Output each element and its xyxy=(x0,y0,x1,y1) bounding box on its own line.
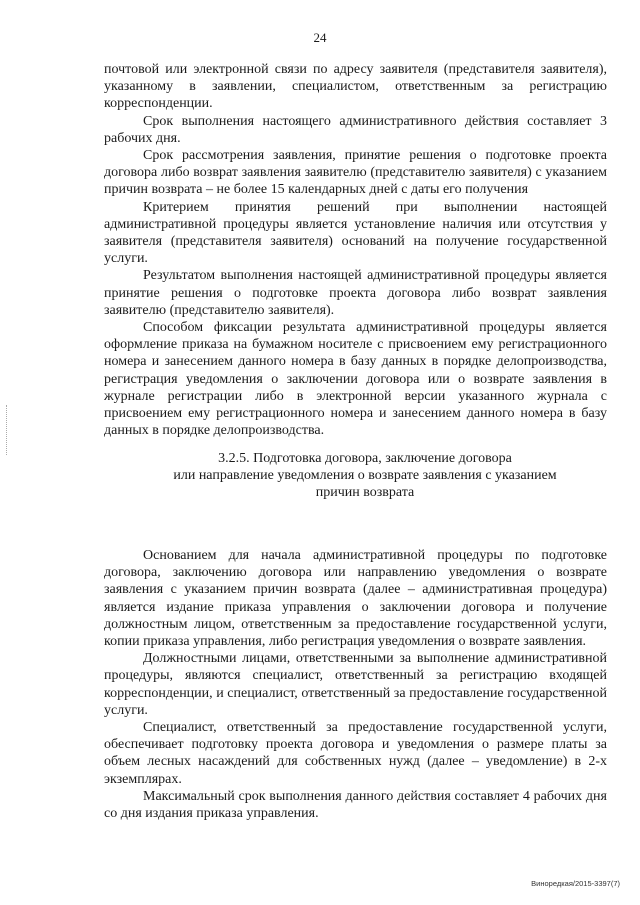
paragraph-review-term: Срок рассмотрения заявления, принятие решения о подготовке проекта договора либо возврат заявления заявителю (представителю заявителя) с указанием причин возврата – не более 15 календарных дней с даты его получения xyxy=(104,148,607,198)
section-heading-line: 3.2.5. Подготовка договора, заключение договора xyxy=(218,451,512,466)
bottom-text-block xyxy=(104,547,607,822)
top-text-block xyxy=(104,61,607,439)
paragraph-continuation: почтовой или электронной связи по адресу заявителя (представителя заявителя), указанному в заявлении, специалистом, ответственным за регистрацию корреспонденции. xyxy=(104,62,607,112)
section-heading-line: причин возврата xyxy=(315,485,415,501)
page-number: 24 xyxy=(313,30,327,45)
paragraph-specialist-duties: Специалист, ответственный за предоставление государственной услуги, обеспечивает подготовку проекта договора и уведомления о размере платы за объем лесных насаждений для собственных нужд (далее – уведомление) в 2-х экземплярах. xyxy=(104,720,607,787)
paragraph-max-term: Максимальный срок выполнения данного действия составляет 4 рабочих дня со дня издания приказа управления. xyxy=(104,788,607,822)
paragraph-action-term: Срок выполнения настоящего административного действия составляет 3 рабочих дня. xyxy=(104,113,607,146)
paragraph-procedure-result: Результатом выполнения настоящей административной процедуры является принятие решения о подготовке проекта договора либо возврат заявления заявителю (представителю заявителя). xyxy=(104,268,607,318)
section-heading-line: или направление уведомления о возврате заявления с указанием xyxy=(173,468,557,484)
section-heading xyxy=(150,450,580,502)
document-code: Виноредкая/2015-3397(7) xyxy=(531,879,620,888)
paragraph-decision-criteria: Критерием принятия решений при выполнении настоящей административной процедуры является установление наличия или отсутствия у заявителя (представителя заявителя) оснований на получение государственной услуги. xyxy=(104,199,607,267)
paragraph-responsible-officials: Должностными лицами, ответственными за выполнение административной процедуры, являются специалист, ответственный за регистрацию входящей корреспонденции, и специалист, ответственный за предоставление государственной услуги. xyxy=(104,651,607,718)
paragraph-procedure-basis: Основанием для начала административной процедуры по подготовке договора, заключению договора или направлению уведомления о возврате заявления с указанием причин возврата (далее – административная процедура) является издание приказа управления о заключении договора и получение должностным лицом, ответственным за предоставление государственной услуги, копии приказа управления, либо регистрация уведомления о возврате заявления. xyxy=(104,548,607,650)
margin-marks xyxy=(6,405,10,455)
paragraph-fixation-method: Способом фиксации результата административной процедуры является оформление приказа на бумажном носителе с присвоением ему регистрационного номера и занесением данного номера в базу данных в порядке делопроизводства, регистрация уведомления о заключении договора или о возврате заявления в журнале регистрации либо в электронной версии указанного журнала с присвоением ему регистрационного номера и занесением данного номера в базу данных в порядке делопроизводства. xyxy=(104,320,607,439)
